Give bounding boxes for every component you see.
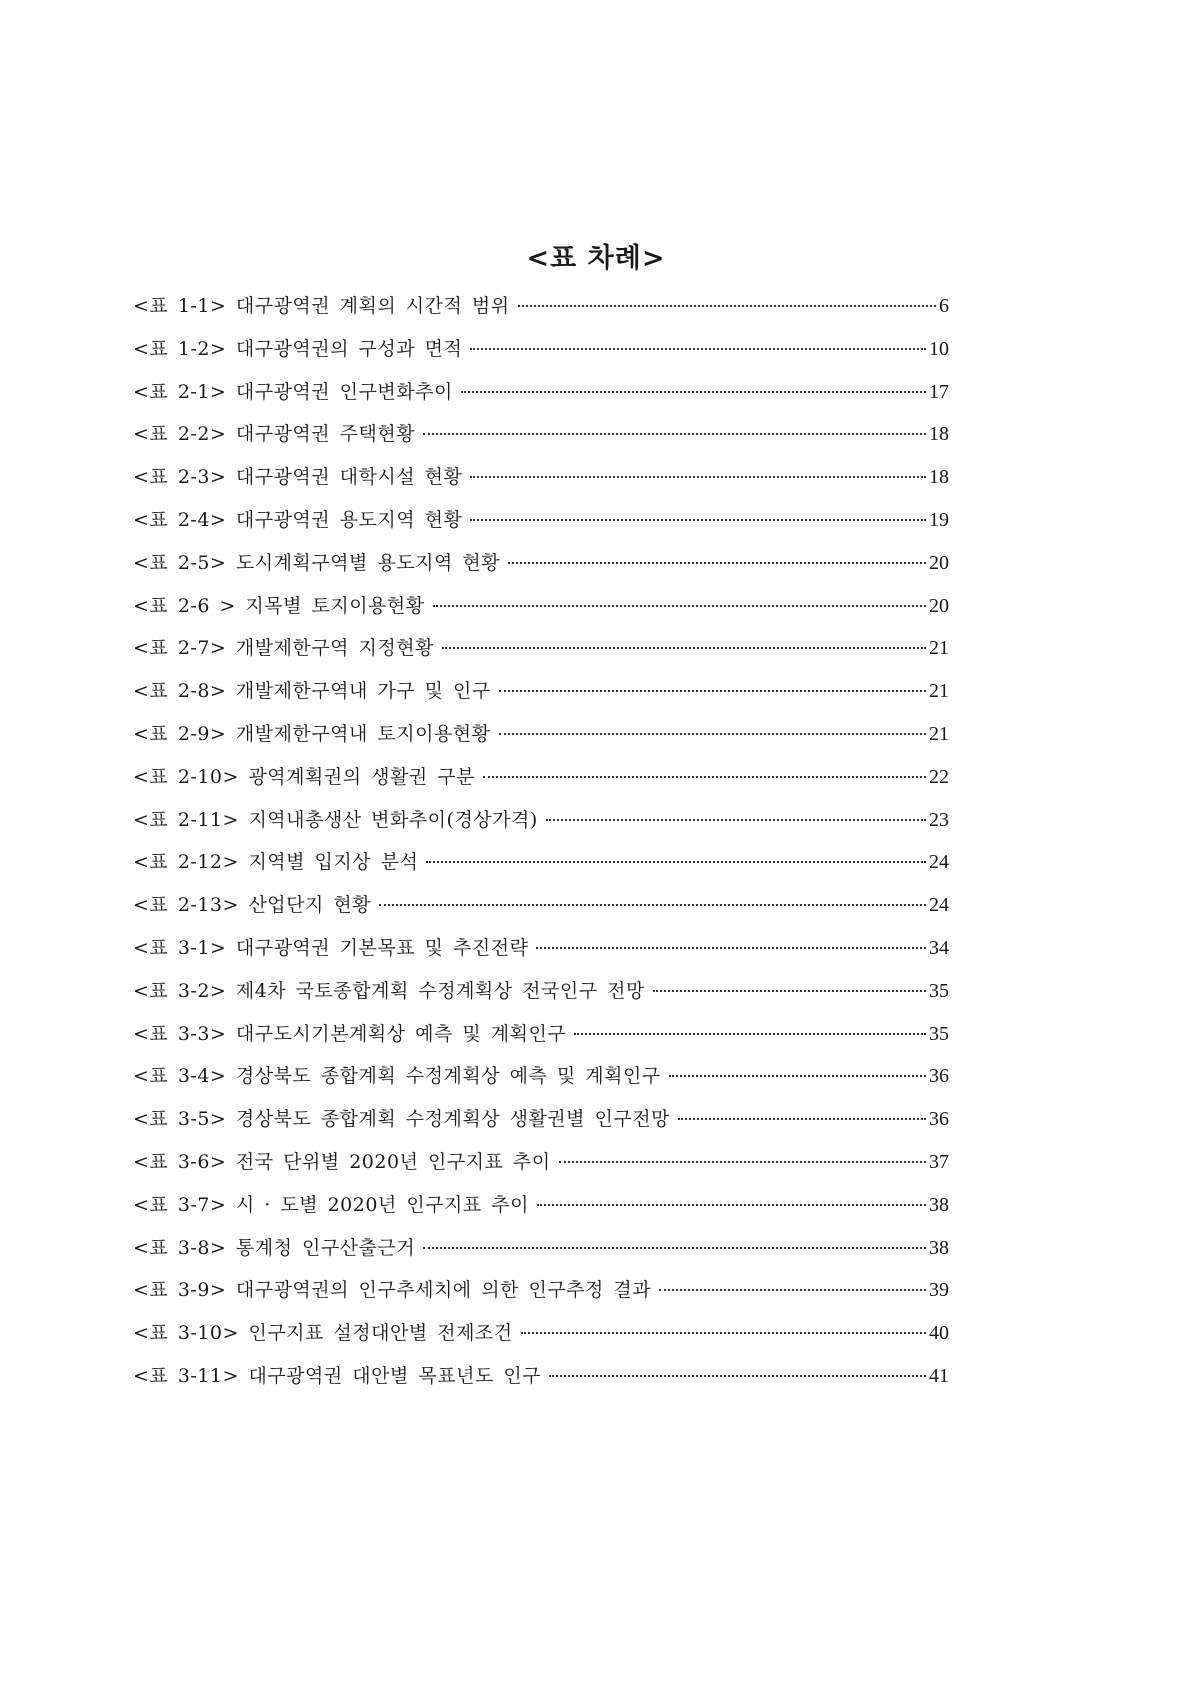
toc-entry[interactable] bbox=[133, 632, 949, 675]
toc-entry-page: 35 bbox=[929, 979, 949, 1002]
toc-entry-label: <표 2-10> 광역계획권의 생활권 구분 bbox=[133, 765, 475, 788]
dot-leader bbox=[499, 733, 926, 735]
dot-leader bbox=[536, 947, 926, 949]
toc-entry-page: 40 bbox=[929, 1322, 949, 1345]
toc-entry-label: <표 3-9> 대구광역권의 인구추세치에 의한 인구추정 결과 bbox=[133, 1279, 652, 1302]
toc-entry-label: <표 3-5> 경상북도 종합계획 수정계획상 생활권별 인구전망 bbox=[133, 1108, 670, 1131]
dot-leader bbox=[546, 819, 926, 821]
toc-entry[interactable] bbox=[133, 846, 949, 889]
toc-entry[interactable] bbox=[133, 1189, 949, 1232]
dot-leader bbox=[433, 605, 926, 607]
toc-entry[interactable] bbox=[133, 1360, 949, 1403]
toc-entry-label: <표 3-7> 시 · 도별 2020년 인구지표 추이 bbox=[133, 1193, 530, 1216]
dot-leader bbox=[549, 1375, 926, 1377]
toc-entry-page: 18 bbox=[929, 423, 949, 446]
toc-entry-label: <표 2-6 > 지목별 토지이용현황 bbox=[133, 594, 425, 617]
toc-entry[interactable] bbox=[133, 1274, 949, 1317]
table-of-tables-list bbox=[133, 290, 949, 1403]
toc-entry-label: <표 2-9> 개발제한구역내 토지이용현황 bbox=[133, 722, 491, 745]
toc-entry-label: <표 3-11> 대구광역권 대안별 목표년도 인구 bbox=[133, 1364, 542, 1387]
toc-entry-label: <표 3-2> 제4차 국토종합계획 수정계획상 전국인구 전망 bbox=[133, 979, 645, 1002]
dot-leader bbox=[669, 1075, 926, 1077]
toc-entry-label: <표 2-4> 대구광역권 용도지역 현황 bbox=[133, 508, 463, 531]
toc-entry-page: 36 bbox=[929, 1108, 949, 1131]
toc-entry-page: 22 bbox=[929, 765, 949, 788]
toc-entry-label: <표 2-13> 산업단지 현황 bbox=[133, 894, 372, 917]
toc-entry[interactable] bbox=[133, 290, 949, 333]
toc-entry[interactable] bbox=[133, 1018, 949, 1061]
toc-entry[interactable] bbox=[133, 547, 949, 590]
toc-entry-page: 21 bbox=[929, 680, 949, 703]
toc-entry-page: 24 bbox=[929, 851, 949, 874]
toc-entry-page: 36 bbox=[929, 1065, 949, 1088]
toc-entry-label: <표 3-6> 전국 단위별 2020년 인구지표 추이 bbox=[133, 1150, 551, 1173]
toc-entry-label: <표 1-1> 대구광역권 계획의 시간적 범위 bbox=[133, 295, 510, 317]
toc-entry-label: <표 3-4> 경상북도 종합계획 수정계획상 예측 및 계획인구 bbox=[133, 1065, 661, 1088]
toc-entry[interactable] bbox=[133, 1317, 949, 1360]
toc-entry-label: <표 2-3> 대구광역권 대학시설 현황 bbox=[133, 466, 463, 489]
toc-entry[interactable] bbox=[133, 418, 949, 461]
toc-entry-page: 34 bbox=[929, 936, 949, 959]
toc-entry-label: <표 3-3> 대구도시기본계획상 예측 및 계획인구 bbox=[133, 1022, 567, 1045]
toc-entry-page: 21 bbox=[929, 722, 949, 745]
toc-entry-page: 24 bbox=[929, 894, 949, 917]
toc-entry-label: <표 1-2> 대구광역권의 구성과 면적 bbox=[133, 337, 463, 360]
dot-leader bbox=[521, 1332, 926, 1334]
dot-leader bbox=[659, 1289, 926, 1291]
toc-entry[interactable] bbox=[133, 761, 949, 804]
dot-leader bbox=[518, 305, 936, 307]
toc-entry-page: 17 bbox=[929, 380, 949, 403]
dot-leader bbox=[442, 647, 926, 649]
toc-entry-page: 38 bbox=[929, 1236, 949, 1259]
toc-entry-label: <표 2-8> 개발제한구역내 가구 및 인구 bbox=[133, 680, 491, 703]
dot-leader bbox=[470, 476, 926, 478]
toc-entry-page: 41 bbox=[929, 1364, 949, 1387]
toc-entry-page: 20 bbox=[929, 551, 949, 574]
dot-leader bbox=[461, 391, 926, 393]
toc-entry[interactable] bbox=[133, 718, 949, 761]
dot-leader bbox=[559, 1161, 926, 1163]
toc-entry[interactable] bbox=[133, 889, 949, 932]
toc-entry[interactable] bbox=[133, 1232, 949, 1275]
dot-leader bbox=[483, 776, 926, 778]
toc-entry-page: 20 bbox=[929, 594, 949, 617]
toc-entry[interactable] bbox=[133, 975, 949, 1018]
toc-entry-page: 37 bbox=[929, 1150, 949, 1173]
dot-leader bbox=[379, 904, 926, 906]
toc-entry-page: 35 bbox=[929, 1022, 949, 1045]
dot-leader bbox=[678, 1118, 926, 1120]
toc-entry[interactable] bbox=[133, 333, 949, 376]
toc-entry-page: 39 bbox=[929, 1279, 949, 1302]
toc-entry[interactable] bbox=[133, 1146, 949, 1189]
toc-entry[interactable] bbox=[133, 675, 949, 718]
dot-leader bbox=[423, 433, 926, 435]
dot-leader bbox=[508, 562, 926, 564]
toc-entry-label: <표 2-7> 개발제한구역 지정현황 bbox=[133, 637, 434, 660]
toc-entry-label: <표 2-5> 도시계획구역별 용도지역 현황 bbox=[133, 551, 501, 574]
page-title: <표 차례> bbox=[526, 243, 666, 274]
toc-entry-label: <표 3-8> 통계청 인구산출근거 bbox=[133, 1236, 416, 1259]
toc-entry-page: 38 bbox=[929, 1193, 949, 1216]
toc-entry-page: 10 bbox=[929, 337, 949, 360]
toc-entry[interactable] bbox=[133, 461, 949, 504]
toc-entry-page: 6 bbox=[939, 295, 949, 317]
dot-leader bbox=[470, 348, 926, 350]
dot-leader bbox=[426, 861, 926, 863]
toc-entry[interactable] bbox=[133, 590, 949, 633]
dot-leader bbox=[499, 690, 926, 692]
toc-entry-page: 18 bbox=[929, 466, 949, 489]
toc-entry[interactable] bbox=[133, 504, 949, 547]
toc-entry-label: <표 2-11> 지역내총생산 변화추이(경상가격) bbox=[133, 808, 538, 831]
toc-entry-label: <표 2-12> 지역별 입지상 분석 bbox=[133, 851, 419, 874]
toc-entry[interactable] bbox=[133, 376, 949, 419]
dot-leader bbox=[537, 1204, 926, 1206]
toc-entry[interactable] bbox=[133, 1060, 949, 1103]
dot-leader bbox=[653, 990, 926, 992]
toc-entry-page: 23 bbox=[929, 808, 949, 831]
toc-entry-page: 21 bbox=[929, 637, 949, 660]
toc-entry-label: <표 2-1> 대구광역권 인구변화추이 bbox=[133, 380, 453, 403]
dot-leader bbox=[574, 1033, 926, 1035]
toc-entry[interactable] bbox=[133, 1103, 949, 1146]
toc-entry-label: <표 3-1> 대구광역권 기본목표 및 추진전략 bbox=[133, 936, 529, 959]
toc-entry[interactable] bbox=[133, 932, 949, 975]
toc-entry-page: 19 bbox=[929, 508, 949, 531]
toc-entry-label: <표 2-2> 대구광역권 주택현황 bbox=[133, 423, 416, 446]
toc-entry-label: <표 3-10> 인구지표 설정대안별 전제조건 bbox=[133, 1322, 513, 1345]
toc-entry[interactable] bbox=[133, 804, 949, 847]
dot-leader bbox=[470, 519, 926, 521]
dot-leader bbox=[423, 1247, 926, 1249]
